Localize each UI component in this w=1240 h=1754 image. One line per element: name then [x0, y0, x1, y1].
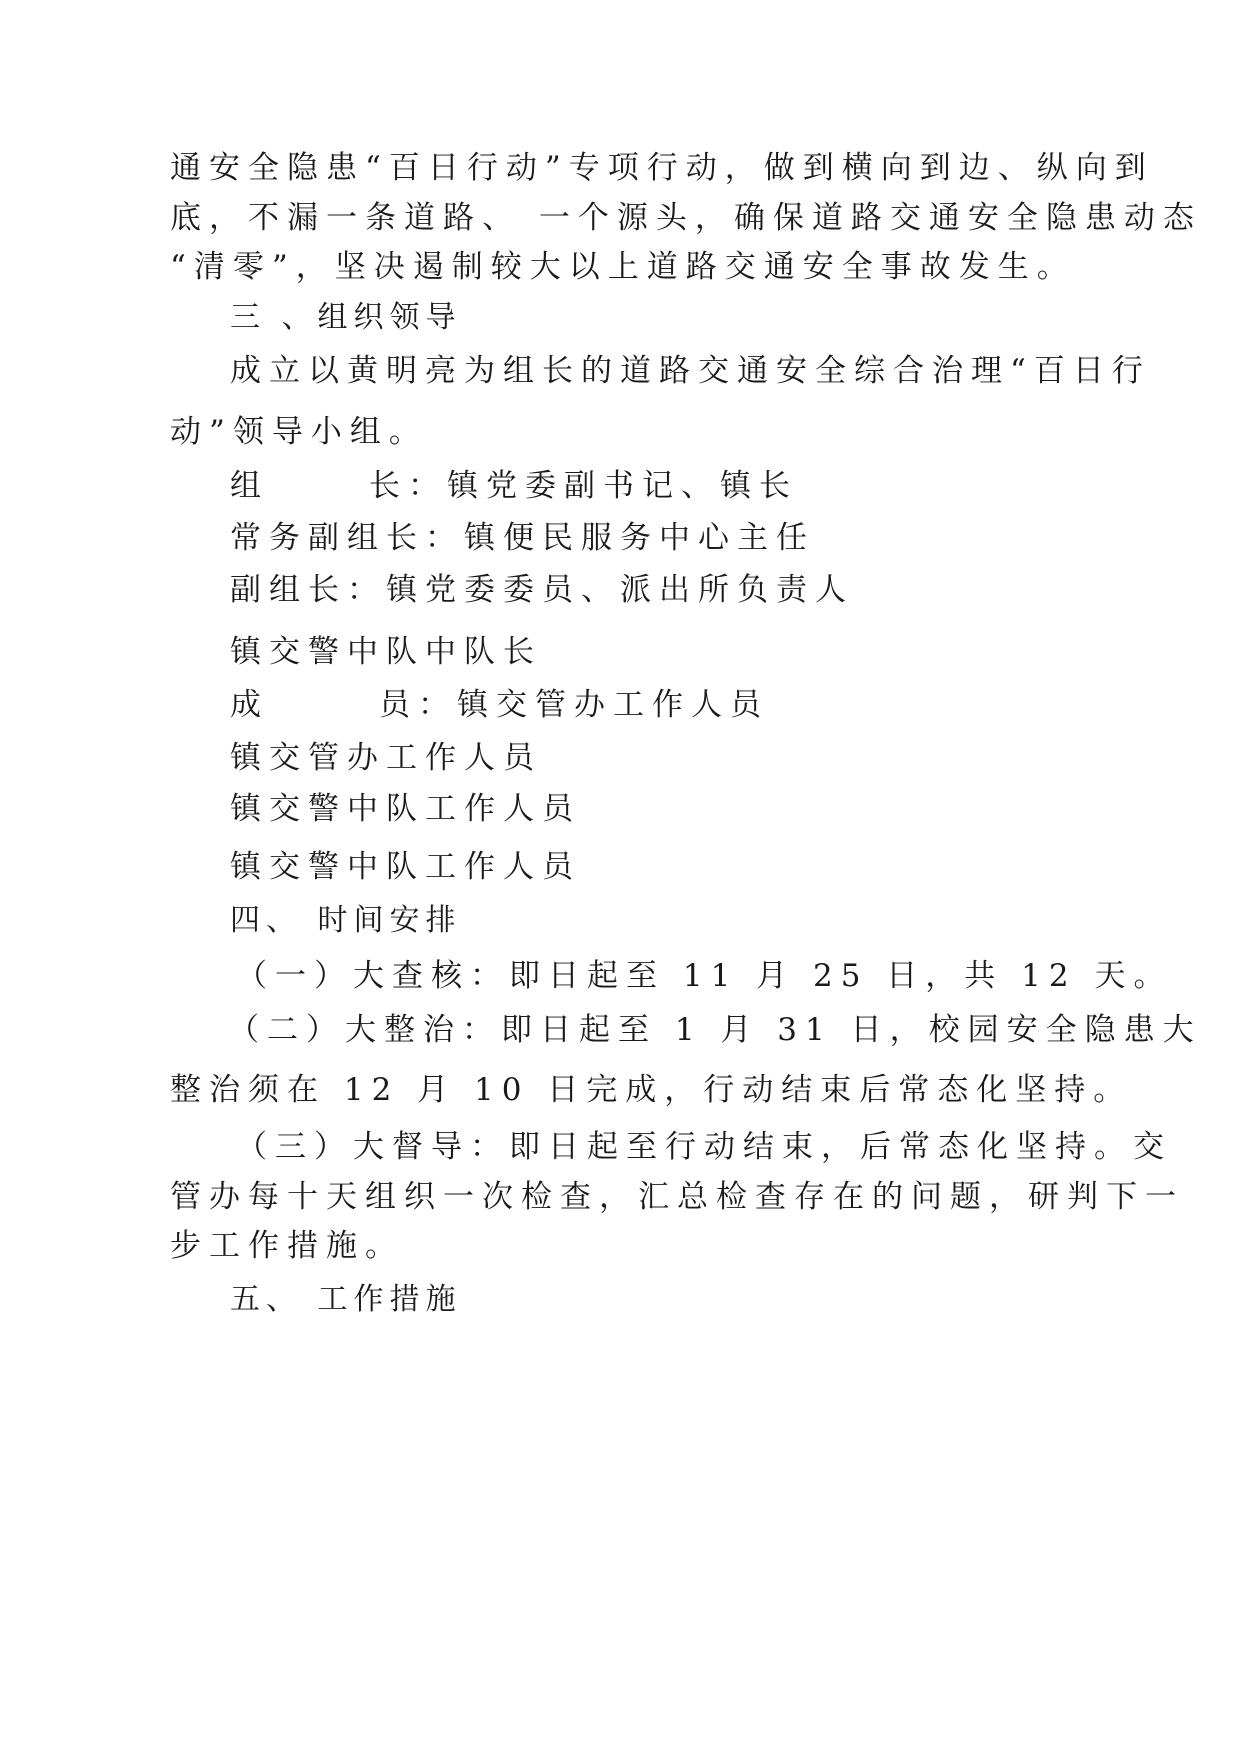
section-heading-4: 四、 时间安排	[230, 903, 462, 938]
exec-deputy-line: 常务副组长：镇便民服务中心主任	[230, 520, 815, 556]
member-line-3: 镇交警中队工作人员	[230, 791, 581, 827]
schedule-item-3-cont2: 步工作措施。	[170, 1228, 404, 1264]
section-heading-3: 三 、组织领导	[230, 300, 462, 335]
member-role-rest: 员：镇交管办工作人员	[379, 687, 769, 723]
schedule-item-1: （一）大查核：即日起至 11 月 25 日，共 12 天。	[236, 958, 1173, 994]
member-line-4: 镇交警中队工作人员	[230, 849, 581, 885]
paragraph-line: 动”领导小组。	[170, 414, 428, 450]
member-line-2: 镇交管办工作人员	[230, 740, 542, 776]
paragraph-line: 底，不漏一条道路、 一个源头，确保道路交通安全隐患动态	[170, 200, 1202, 236]
schedule-item-2-cont: 整治须在 12 月 10 日完成，行动结束后常态化坚持。	[170, 1072, 1133, 1108]
paragraph-line: “清零”，坚决遏制较大以上道路交通安全事故发生。	[170, 249, 1076, 285]
deputy-line-2: 镇交警中队中队长	[230, 634, 542, 670]
schedule-item-3-cont: 管办每十天组织一次检查，汇总检查存在的问题，研判下一	[170, 1179, 1184, 1215]
member-line	[230, 685, 769, 725]
deputy-line: 副组长：镇党委委员、派出所负责人	[230, 572, 854, 608]
paragraph-line: 通安全隐患“百日行动”专项行动，做到横向到边、纵向到	[170, 150, 1154, 186]
leader-line	[230, 466, 798, 506]
leader-role-rest: 长：镇党委副书记、镇长	[369, 468, 798, 504]
member-role-char: 成	[230, 687, 269, 723]
section-heading-5: 五、 工作措施	[230, 1282, 462, 1317]
paragraph-line: 成立以黄明亮为组长的道路交通安全综合治理“百日行	[230, 353, 1151, 389]
schedule-item-3: （三）大督导：即日起至行动结束，后常态化坚持。交	[236, 1129, 1172, 1165]
leader-role-char: 组	[230, 468, 269, 504]
schedule-item-2: （二）大整治：即日起至 1 月 31 日，校园安全隐患大	[228, 1012, 1202, 1048]
